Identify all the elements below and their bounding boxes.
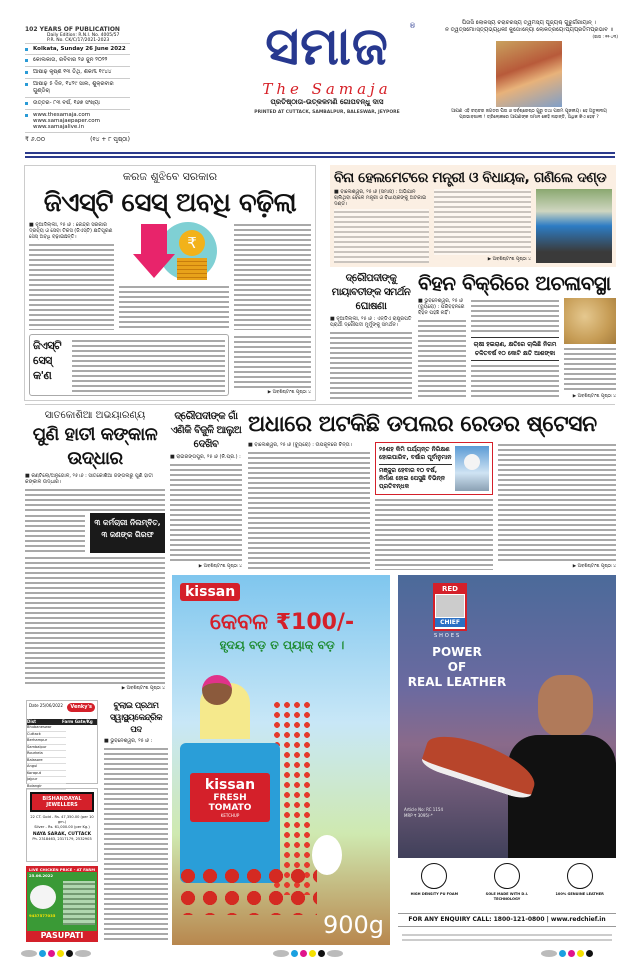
draupadi-village-story <box>170 410 242 570</box>
health-headline[interactable]: ବୁଲାଇ ପ୍ରଥମ ସ୍ୱାସ୍ଥ୍ୟକେନ୍ଦ୍ରିକ ପଦ <box>110 701 162 735</box>
continued-link[interactable]: ▶ ଅବଶିଷ୍ଟାଂଶ ପୃଷ୍ଠା ୪ <box>267 390 311 395</box>
radar-story <box>248 410 616 570</box>
feature: SOLE MADE WITH D.I. TECHNOLOGY <box>485 892 529 901</box>
venkys-row: Rourkela <box>27 751 66 758</box>
websites <box>25 110 130 133</box>
bishandayal-ad <box>26 788 98 862</box>
logo-text: ସମାଜ <box>265 17 389 77</box>
rabbit-illustration <box>312 835 342 875</box>
venkys-logo: Venky's <box>67 703 95 712</box>
founder-line: ପ୍ରତିଷ୍ଠାତା-ଉତ୍କଳମଣି ଗୋପବନ୍ଧୁ ଦାସ <box>270 98 384 106</box>
radar-inset-line1: ୨୫ଶହ କିମି ପର୍ଯ୍ୟନ୍ତ ନିରିକ୍ଷଣ ହୋଇପାରିବ, ବର୍ଷାର ପୂର୍ବାନୁମାନ <box>379 446 452 461</box>
feature: 100% GENUINE LEATHER <box>555 892 604 896</box>
registration-marks <box>540 942 594 961</box>
continued-link[interactable]: ▶ ଅବଶିଷ୍ଟାଂଶ ପୃଷ୍ଠା ୪ <box>572 394 616 399</box>
pasupati-ad <box>26 866 98 942</box>
pasupati-brand: PASUPATI <box>27 931 97 941</box>
venkys-row: Jajpur <box>27 777 66 784</box>
seeds-photo <box>564 298 616 344</box>
years-label: 102 YEARS OF PUBLICATION <box>25 26 120 33</box>
quote-ref: (ଗୀତା : ୧୧-୪୩) <box>592 34 618 39</box>
ad-headline: POWER <box>432 645 482 659</box>
health-story <box>104 700 168 940</box>
seed-headline[interactable]: ବିହନ ବିକ୍ରିରେ ଅଚଳାବସ୍ଥା <box>418 271 611 295</box>
venkys-row: Angul <box>27 764 66 771</box>
masthead-rule <box>25 152 615 158</box>
elephant-inset-box: ୩ କର୍ମଚାରୀ ନିଲମ୍ବିତ, ୩ ଜଣଙ୍କ ଗିରଫ <box>90 513 165 553</box>
web-link[interactable]: www.thesamaja.com <box>33 112 91 118</box>
registration-marks <box>272 942 344 961</box>
redchief-ad[interactable] <box>398 575 616 945</box>
col-header: Dist <box>27 719 36 724</box>
radar-inset-line2: ମଞ୍ଜୁର ହେବାର ୧୦ ବର୍ଷ, ନିର୍ମାଣ ହୋଇ ପେସୁଛି ବିଭିନ୍ନ ପ୍ରତିବନ୍ଧକ <box>379 464 452 491</box>
seed-lead: ■ ଭୁବନେଶ୍ୱର, ୨୫।୬ (ବ୍ୟୁରୋ) : ପରିବହନରେ ବିହନ ପହଞ୍ଚି ନାହିଁ। <box>418 298 465 316</box>
foam-icon <box>421 863 447 889</box>
venkys-row: Berhampur <box>27 738 66 745</box>
ad-headline: OF <box>447 660 467 674</box>
leather-icon <box>567 863 593 889</box>
elephant-headline[interactable]: ପୁଣି ହାତୀ କଙ୍କାଳ ଉଦ୍ଧାର <box>32 424 158 469</box>
pr-number: P.R. No. CK/C/17/2021-2023 <box>25 38 130 44</box>
draupadi-support-lead: ■ ନୂଆଦିଲ୍ଲୀ, ୨୫।୬ : ଏନ୍‌ଡିଏ ରାଷ୍ଟ୍ରପତି ପ୍ରାର୍ଥୀ ଦ୍ରୌପଦୀ ମୁର୍ମୁଙ୍କୁ ସମର୍ଥନ। <box>330 316 412 328</box>
gst-headline[interactable]: ଜିଏସ୍‌ଟି ସେସ୍ ଅବଧି ବଢ଼ିଲା <box>43 188 297 218</box>
gst-kicker: କରଜ ଶୁଝିବେ ସରକାର <box>122 170 218 183</box>
quote-translation: ଆପଣ ଏହି ଚରାଚର ଜଗତର ପିତା ଓ ସର୍ବଶ୍ରେଷ୍ଠ ଗୁରୁ ତଥା ପରମ ପୂଜନୀୟ। ହେ ଅତୁଳନୀୟ ପ୍ରଭାବଶାଳୀ ! ତ୍ରିଲୋକରେ ଆପଣଙ୍କ ସମାନ କେହି ନାହାନ୍ତି, ଅଧିକ କିଏ ହେବ ? <box>451 109 607 120</box>
logo-shoes: SHOES <box>434 633 462 639</box>
printed-at: PRINTED AT CUTTACK, SAMBALPUR, BALESWAR, JEYPORE <box>254 110 400 115</box>
sole-icon <box>494 863 520 889</box>
gita-quote <box>440 20 618 121</box>
seed-story <box>418 270 616 400</box>
issue: ଉତ୍ତର- ୮୩ ବର୍ଷ, ୧୬୭ ସଂଖ୍ୟା <box>25 98 130 110</box>
kissan-weight: 900g <box>322 911 384 939</box>
registration-marks <box>20 942 92 961</box>
kissan-tagline: ହୃଦୟ ବଡ଼ ତ ପ୍ୟାକ୍ ବଡ଼ । <box>219 638 345 652</box>
elephant-kicker: ସାତକୋଶିଆ ଅଭୟାରଣ୍ୟ <box>44 410 146 421</box>
krishna-arjuna-image <box>496 41 562 107</box>
rni: Daily Edition: R.N.I. No. 4005/57 <box>47 33 120 38</box>
logo-english: The Samaja <box>262 80 392 98</box>
logo-part: CHIEF <box>435 618 465 627</box>
web-link[interactable]: www.samajalive.in <box>33 124 85 130</box>
pack-text: TOMATO <box>208 803 252 813</box>
continued-link[interactable]: ▶ ଅବଶିଷ୍ଟାଂଶ ପୃଷ୍ଠା ୪ <box>572 564 616 569</box>
radar-headline[interactable]: ଅଧାରେ ଅଟକିଛି ଡପଲର ରେଡର ଷ୍ଟେସନ <box>248 412 597 437</box>
elephant-story <box>25 410 165 692</box>
venkys-row: Balasore <box>27 758 66 765</box>
venkys-row: Sambalpur <box>27 745 66 752</box>
helmet-headline[interactable]: ବିନା ହେଲମେଟରେ ମନ୍ତ୍ରୀ ଓ ବିଧାୟକ, ଗଣିଲେ ଦଣ୍ଡ <box>334 170 607 186</box>
jeweller-phone: Ph. 2318463, 2317179, 2532903 <box>32 837 92 841</box>
helmet-story <box>330 165 616 267</box>
ketchup-pack <box>180 743 280 883</box>
venkys-row: Bolangir <box>27 784 66 791</box>
ad-headline: REAL LEATHER <box>407 675 507 689</box>
pages: (୧୪ + ୮ ପୃଷ୍ଠା) <box>90 136 130 143</box>
kissan-ad[interactable] <box>172 575 390 945</box>
gst-explainer-box <box>29 334 229 396</box>
jeweller-address: NAYA SARAK, CUTTACK <box>32 832 92 837</box>
sal: ଆଷାଢ଼ ୫ ଦିନ, ୧୪୨୯ ସାଲ, ଶୁକ୍ରବାର ଗୁଣ୍ଡିଚା <box>25 79 130 98</box>
model-photo <box>538 675 593 737</box>
quote-line: ପିତାସି ଲୋକସ୍ୟ ଚରାଚରସ୍ୟ ତ୍ୱମସ୍ୟ ପୂଜ୍ୟଶ୍ଚ ଗୁରୁର୍ଗରୀୟାନ୍ । <box>461 20 597 26</box>
col-header: Farm Gate/Kg <box>62 719 93 724</box>
continued-link[interactable]: ▶ ଅବଶିଷ୍ଟାଂଶ ପୃଷ୍ଠା ୪ <box>198 564 242 569</box>
venkys-date: Date 25/06/2022 <box>29 703 63 708</box>
date-or: କୋଲକାତା, ରବିବାର ୨୬ ଜୁନ ୨୦୨୨ <box>25 55 130 67</box>
helmet-lead: ■ ବାଲେଶ୍ୱର, ୨୫।୬ (ସମାସ) : ଅଭିଯାନ ଚାଲିଥିବା ବେଳେ ମନ୍ତ୍ରୀ ଓ ବିଧାୟକଙ୍କୁ ଅଟକାଇ ଦଣ୍ଡ। <box>334 189 427 207</box>
elephant-lead: ■ କଣ୍ଟିଲୋ/ଅନୁଗୋଳ, ୨୫।୬ : ସାତକୋଶିଆ ଜଙ୍ଗଲରୁ ପୁଣି ହାତୀ କଙ୍କାଳ ଉଦ୍ଧାର। <box>25 473 153 485</box>
radar-photo <box>455 446 489 491</box>
venkys-ad <box>26 700 98 788</box>
registered-mark: ® <box>409 22 416 30</box>
kissan-logo: kissan <box>180 583 240 601</box>
quote-line: ନ ତ୍ୱତ୍ସମୋଽସ୍ତ୍ୟଭ୍ୟଧିକଃ କୁତୋଽନ୍ୟୋ ଲୋକତ୍ରୟେଽପ୍ୟପ୍ରତିମପ୍ରଭାବ ॥ <box>445 27 613 33</box>
seed-inset-headline: ଚାଷୀ ହଇରାଣ, କ୍ଷତିରେ ଚାଲିଛି ନିଗମ ଚଳିତବର୍ଷ ୧୦ କୋଟି କ୍ଷତି ଆଶଙ୍କା <box>471 337 559 361</box>
pasupati-title: LIVE CHICKEN PRICE - AT FARM <box>27 867 97 872</box>
pasupati-date: 25.06.2022 <box>29 873 54 878</box>
continued-link[interactable]: ▶ ଅବଶିଷ୍ଟାଂଶ ପୃଷ୍ଠା ୪ <box>121 686 165 691</box>
pack-brand: kissan <box>204 777 256 793</box>
gst-box-title: ଜିଏସ୍‌ଟି ସେସ୍ କ'ଣ <box>33 339 62 382</box>
gst-lead: ■ ନୂଆଦିଲ୍ଲୀ, ୨୫।୬ : କେନ୍ଦ୍ର ସରକାର ଦ୍ରବ୍ୟ ଓ ସେବା ଟିକସ (ଜିଏସ୍‌ଟି) କ୍ଷତିପୂରଣ ସେସ୍ ଅବଧି ବଢ଼ାଇଛନ୍ତି। <box>29 222 113 240</box>
venkys-rows <box>27 725 97 790</box>
retailer-logos <box>402 932 612 942</box>
radar-inset <box>375 442 493 495</box>
enquiry-line[interactable]: FOR ANY ENQUIRY CALL: 1800-121-0800 | www.redchief.in <box>398 913 616 927</box>
pack-text: FRESH <box>213 793 247 803</box>
web-link[interactable]: www.samajaepaper.com <box>33 118 100 124</box>
silver-rate: Silver - Rs. 61,000.00 (per Kg.) <box>34 825 90 829</box>
logo-part: RED <box>435 585 465 594</box>
gst-story <box>24 165 316 401</box>
article-number: Article No: RC 1154 <box>404 807 443 812</box>
health-lead: ■ ଭୁବନେଶ୍ୱର, ୨୫।୬ : <box>104 738 153 744</box>
gold-rate: 22 CT. Gold - Rs. 47,350.00 (per 10 gm.) <box>30 815 94 824</box>
redchief-logo <box>433 583 467 631</box>
mrp: MRP ₹ 3095/-* <box>404 813 433 818</box>
draupadi-support-story <box>330 272 412 400</box>
feature: HIGH DENSITY PU FOAM <box>410 892 459 896</box>
tithi: ଆଷାଢ଼ କୃଷ୍ଣ ୧୩ ତିଥି, ଶକାବ୍ଦ ୧୯୪୪ <box>25 67 130 79</box>
rupee-arrow-graphic <box>119 222 229 282</box>
continued-link[interactable]: ▶ ଅବଶିଷ୍ଟାଂଶ ପୃଷ୍ଠା ୪ <box>487 257 531 262</box>
date-en: Kolkata, Sunday 26 June 2022 <box>25 44 130 55</box>
venkys-row: Cuttack <box>27 732 66 739</box>
logo <box>232 14 422 115</box>
draupadi-support-headline[interactable]: ଦ୍ରୌପଦୀଙ୍କୁ ମାୟାବତୀଙ୍କ ସମର୍ଥନ ଘୋଷଣା <box>331 273 411 312</box>
pasupati-phone: 9437577035 <box>29 913 56 918</box>
helmet-photo <box>536 189 612 263</box>
pack-text: KETCHUP <box>220 813 240 818</box>
masthead-info <box>25 26 130 144</box>
draupadi-village-headline[interactable]: ଦ୍ରୌପଦୀଙ୍କ ଗାଁ ଏଣିକି ବିଜୁଳି ଆଲୁଅ ଦେଖିବ <box>170 411 242 450</box>
kissan-price: କେବଳ ₹100/- <box>209 610 355 635</box>
radar-lead: ■ ବାଲେଶ୍ୱର, ୨୫।୬ (ବ୍ୟୁରୋ) : ଉପକୂଳରେ ଚିନ୍ତା। <box>248 442 352 448</box>
draupadi-village-lead: ■ ରାଇରଙ୍ଗପୁର, ୨୫।୬ (ନି.ପ୍ର.) : <box>170 454 241 460</box>
venkys-row: Bhubaneswar <box>27 725 66 732</box>
rupee-icon: ₹ <box>179 230 205 256</box>
price: ₹ ୬.୦୦ <box>25 136 46 143</box>
venkys-row: Koraput <box>27 771 66 778</box>
jeweller-name: BISHANDAYAL JEWELLERS <box>30 792 94 812</box>
